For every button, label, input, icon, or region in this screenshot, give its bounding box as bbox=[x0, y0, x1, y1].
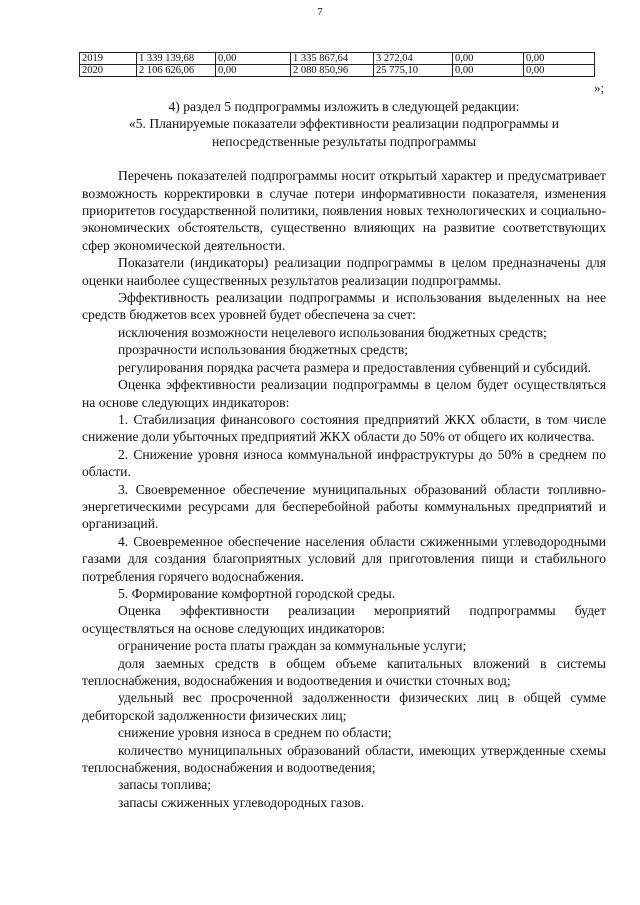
paragraph: Оценка эффективности реализации подпрограммы в целом будет осуществляться на основе следующих индикаторов: bbox=[82, 377, 606, 410]
paragraph: доля заемных средств в общем объеме капитальных вложений в системы теплоснабжения, водоснабжения и водоотведения и очистки сточных вод; bbox=[82, 655, 606, 688]
table-cell: 3 272,04 bbox=[374, 53, 453, 65]
paragraph: запасы сжиженных углеводородных газов. bbox=[118, 794, 365, 810]
spacer bbox=[82, 150, 606, 167]
paragraph: Оценка эффективности реализации мероприятий подпрограммы будет осуществляться на основе следующих индикаторов: bbox=[82, 603, 606, 636]
table-cell: 2 106 626,06 bbox=[137, 65, 216, 77]
table-cell: 0,00 bbox=[453, 65, 524, 77]
page-number: 7 bbox=[317, 6, 323, 18]
table-cell: 2020 bbox=[80, 65, 137, 77]
paragraph: 1. Стабилизация финансового состояния предприятий ЖКХ области, в том числе снижение доли убыточных предприятий ЖКХ области до 50% от общего их количества. bbox=[82, 411, 606, 445]
paragraph: Показатели (индикаторы) реализации подпрограммы в целом предназначены для оценки наиболее существенных результатов реализации подпрограммы. bbox=[82, 255, 606, 288]
paragraph: регулирования порядка расчета размера и предоставления субвенций и субсидий. bbox=[118, 359, 592, 375]
table-cell: 1 339 139,68 bbox=[137, 53, 216, 65]
section-intro: 4) раздел 5 подпрограммы изложить в следующей редакции: bbox=[168, 99, 520, 114]
closing-quote-mark: »; bbox=[594, 80, 605, 95]
table-cell: 2019 bbox=[80, 53, 137, 65]
section-title: «5. Планируемые показатели эффективности реализации подпрограммы и непосредственные результаты подпрограммы bbox=[128, 116, 560, 149]
table-row bbox=[80, 65, 595, 77]
document-body bbox=[82, 98, 606, 811]
paragraph: снижение уровня износа в среднем по области; bbox=[118, 725, 392, 741]
paragraph: исключения возможности нецелевого использования бюджетных средств; bbox=[118, 324, 547, 340]
paragraph: 4. Своевременное обеспечение населения области сжиженными углеводородными газами для создания благоприятных условий для приготовления пищи и стабильного потребления горячего водоснабжения. bbox=[82, 533, 606, 584]
paragraph: 2. Снижение уровня износа коммунальной инфраструктуры до 50% в среднем по области. bbox=[82, 446, 606, 480]
paragraph: ограничение роста платы граждан за коммунальные услуги; bbox=[118, 638, 467, 654]
table-cell: 0,00 bbox=[524, 65, 595, 77]
table-row bbox=[80, 53, 595, 65]
paragraph: запасы топлива; bbox=[118, 777, 212, 793]
table-cell: 25 775,10 bbox=[374, 65, 453, 77]
paragraph: Эффективность реализации подпрограммы и использования выделенных на нее средств бюджетов всех уровней будет обеспечена за счет: bbox=[82, 290, 606, 323]
table-cell: 0,00 bbox=[453, 53, 524, 65]
paragraph-list bbox=[82, 167, 606, 811]
table-cell: 0,00 bbox=[216, 53, 291, 65]
table-cell: 0,00 bbox=[216, 65, 291, 77]
paragraph: Перечень показателей подпрограммы носит открытый характер и предусматривает возможность корректировки в случае потери информативности показателя, изменения приоритетов государственной политики, появления новых технологических и социально-экономических обстоятельств, существенно влияющих на развитие соответствующих сфер экономической деятельности. bbox=[82, 168, 606, 253]
paragraph: прозрачности использования бюджетных средств; bbox=[118, 342, 409, 358]
paragraph: 3. Своевременное обеспечение муниципальных образований области топливно-энергетическими ресурсами для бесперебойной работы коммунальных предприятий и организаций. bbox=[82, 481, 606, 532]
financing-table bbox=[79, 52, 595, 77]
paragraph: 5. Формирование комфортной городской среды. bbox=[118, 585, 396, 601]
table-cell: 0,00 bbox=[524, 53, 595, 65]
paragraph: удельный вес просроченной задолженности физических лиц в общей сумме дебиторской задолженности физических лиц; bbox=[82, 690, 606, 723]
table-cell: 2 080 850,96 bbox=[291, 65, 374, 77]
paragraph: количество муниципальных образований области, имеющих утвержденные схемы теплоснабжения, водоснабжения и водоотведения; bbox=[82, 742, 606, 776]
table-cell: 1 335 867,64 bbox=[291, 53, 374, 65]
